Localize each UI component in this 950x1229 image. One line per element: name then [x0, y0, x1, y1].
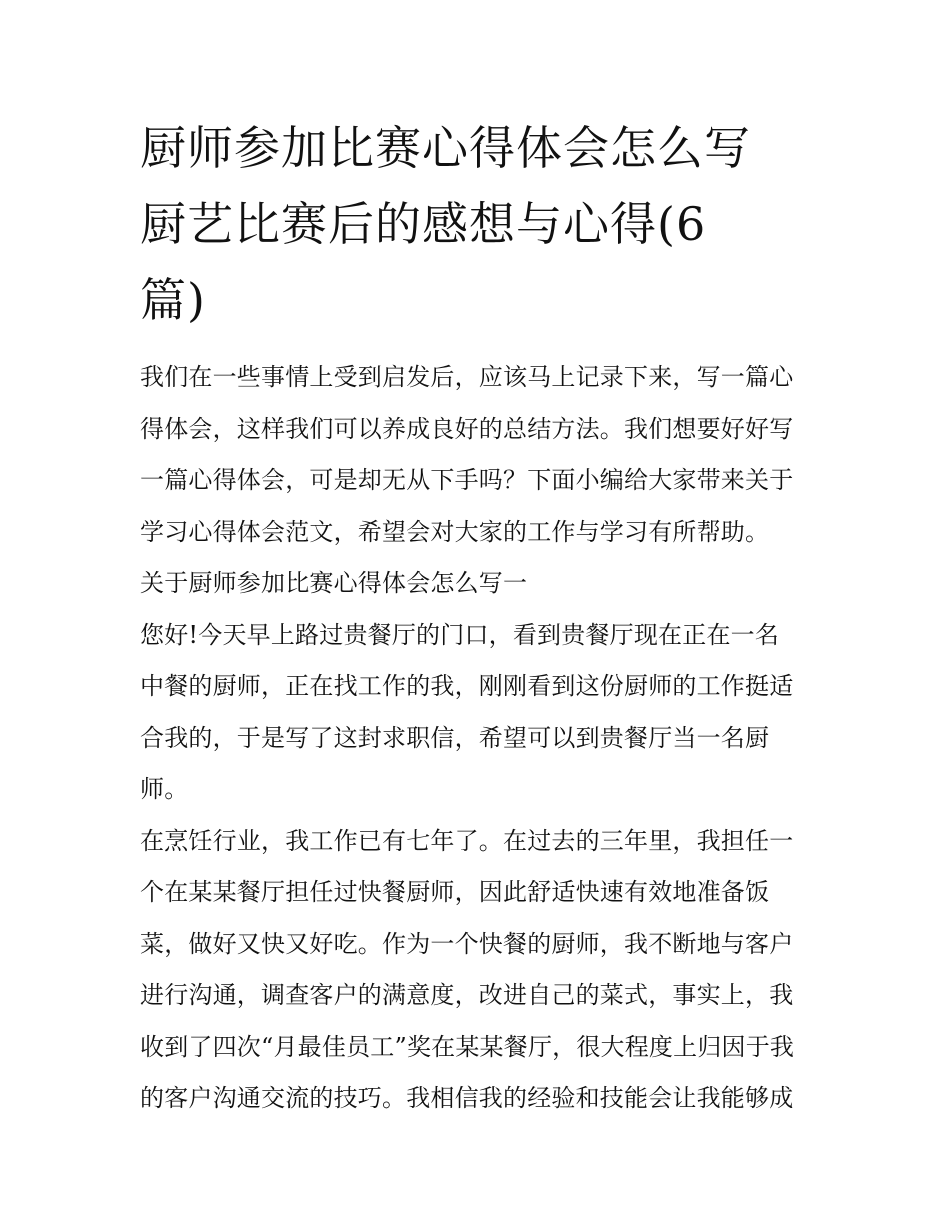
- title-line: 篇): [140, 273, 206, 327]
- title-line: 厨艺比赛后的感想与心得(6: [140, 197, 707, 251]
- text-line: 关于厨师参加比赛心得体会怎么写一: [140, 569, 528, 597]
- title-line: 厨师参加比赛心得体会怎么写: [140, 121, 751, 175]
- text-line: 得体会，这样我们可以养成良好的总结方法。我们想要好好写: [140, 414, 794, 443]
- text-line: 一篇心得体会，可是却无从下手吗？下面小编给大家带来关于: [140, 466, 794, 494]
- document-title: [140, 110, 812, 338]
- document-page: [140, 110, 812, 1125]
- text-line: 在烹饪行业，我工作已有七年了。在过去的三年里，我担任一: [140, 826, 794, 855]
- text-line: 合我的，于是写了这封求职信，希望可以到贵餐厅当一名厨: [140, 723, 770, 752]
- text-line: 个在某某餐厅担任过快餐厨师，因此舒适快速有效地准备饭: [140, 878, 770, 906]
- text-line: 您好!今天早上路过贵餐厅的门口，看到贵餐厅现在正在一名: [140, 620, 780, 649]
- text-line: 师。: [140, 775, 189, 803]
- text-line: 进行沟通，调查客户的满意度，改进自己的菜式，事实上，我: [140, 981, 794, 1009]
- body-paragraph: [140, 816, 812, 1125]
- intro-paragraph: [140, 352, 812, 558]
- body-paragraph: [140, 610, 812, 816]
- document-body: [140, 352, 812, 1125]
- text-line: 学习心得体会范文，希望会对大家的工作与学习有所帮助。: [140, 517, 770, 546]
- text-line: 收到了四次“月最佳员工”奖在某某餐厅，很大程度上归因于我: [140, 1032, 795, 1061]
- section-heading: [140, 558, 812, 610]
- text-line: 中餐的厨师，正在找工作的我，刚刚看到这份厨师的工作挺适: [140, 672, 794, 700]
- text-line: 的客户沟通交流的技巧。我相信我的经验和技能会让我能够成: [140, 1084, 794, 1112]
- text-line: 我们在一些事情上受到启发后，应该马上记录下来，写一篇心: [140, 363, 794, 391]
- text-line: 菜，做好又快又好吃。作为一个快餐的厨师，我不断地与客户: [140, 929, 794, 958]
